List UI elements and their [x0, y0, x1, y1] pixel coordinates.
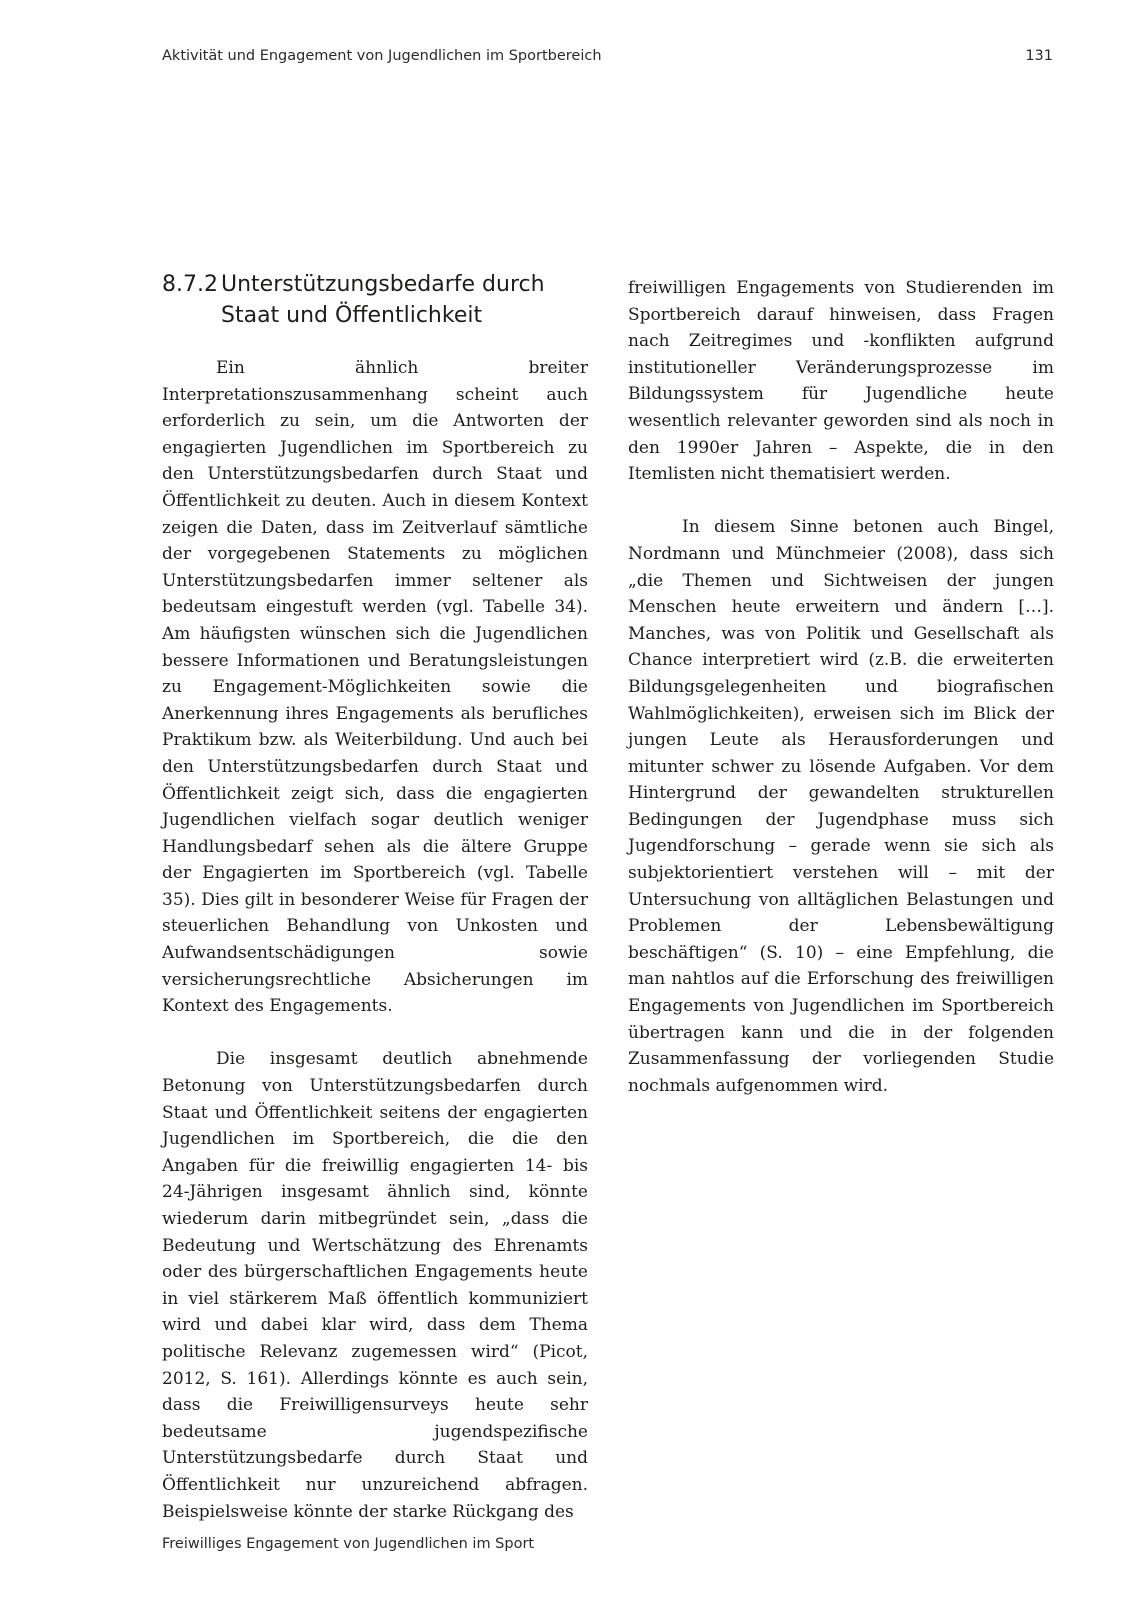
section-title-line2: Staat und Öffentlichkeit: [221, 303, 483, 328]
right-column: [628, 275, 1054, 1126]
page-number: 131: [1025, 48, 1053, 64]
section-title-line1: Unterstützungsbedarfe durch: [221, 272, 545, 297]
body-paragraph-continuation: freiwilligen Engagements von Studierenden im Sportbereich darauf hinweisen, dass Fragen nach Zeitregimes und -konflikten aufgrund institutioneller Veränderungsprozesse im Bildungssystem für Jugendliche heute wesentlich relevanter geworden sind als noch in den 1990er Jahren – Aspekte, die in den Itemlisten nicht thematisiert werden.: [628, 278, 1054, 485]
footer: Freiwilliges Engagement von Jugendlichen im Sport: [162, 1536, 535, 1552]
body-paragraph: In diesem Sinne betonen auch Bingel, Nordmann und Münchmeier (2008), dass sich „die Themen und Sichtweisen der jungen Menschen heute erweitern und ändern […]. Manches, was von Politik und Gesellschaft als Chance interpretiert wird (z.B. die erweiterten Bildungsgelegenheiten und biografischen Wahlmöglichkeiten), erweisen sich im Blick der jungen Leute als Herausforderungen und mitunter schwer zu lösende Aufgaben. Vor dem Hintergrund der gewandelten strukturellen Bedingungen der Jugendphase muss sich Jugendforschung – gerade wenn sie sich als subjektorientiert verstehen will – mit der Untersuchung von alltäglichen Belastungen und Problemen der Lebensbewältigung beschäftigen“ (S. 10) – eine Empfehlung, die man nahtlos auf die Erforschung des freiwilligen Engagements von Jugendlichen im Sportbereich übertragen kann und die in der folgenden Zusammenfassung der vorliegenden Studie nochmals aufgenommen wird.: [628, 517, 1054, 1096]
running-head: Aktivität und Engagement von Jugendlichen im Sportbereich: [162, 48, 602, 64]
left-column: [162, 269, 588, 1552]
body-paragraph: Die insgesamt deutlich abnehmende Betonung von Unterstützungsbedarfen durch Staat und Öffentlichkeit seitens der engagierten Jugendlichen im Sportbereich, die die den Angaben für die freiwillig engagierten 14- bis 24-Jährigen insgesamt ähnlich sind, könnte wiederum darin mitbegründet sein, „dass die Bedeutung und Wertschätzung des Ehrenamts oder des bürgerschaftlichen Engagements heute in viel stärkerem Maß öffentlich kommuniziert wird und dabei klar wird, dass dem Thema politische Relevanz zugemessen wird“ (Picot, 2012, S. 161). Allerdings könnte es auch sein, dass die Freiwilligensurveys heute sehr bedeutsame jugendspezifische Unterstützungsbedarfe durch Staat und Öffentlichkeit nur unzureichend abfragen. Beispielsweise könnte der starke Rückgang des: [162, 1049, 588, 1522]
section-heading: [162, 269, 588, 331]
body-paragraph: Ein ähnlich breiter Interpretationszusammenhang scheint auch erforderlich zu sein, um die Antworten der engagierten Jugendlichen im Sportbereich zu den Unterstützungsbedarfen durch Staat und Öffentlichkeit zu deuten. Auch in diesem Kontext zeigen die Daten, dass im Zeitverlauf sämtliche der vorgegebenen Statements zu möglichen Unterstützungsbedarfen immer seltener als bedeutsam eingestuft werden (vgl. Tabelle 34). Am häufigsten wünschen sich die Jugendlichen bessere Informationen und Beratungsleistungen zu Engagement-Möglichkeiten sowie die Anerkennung ihres Engagements als berufliches Praktikum bzw. als Weiterbildung. Und auch bei den Unterstützungsbedarfen durch Staat und Öffentlichkeit zeigt sich, dass die engagierten Jugendlichen vielfach sogar deutlich weniger Handlungsbedarf sehen als die ältere Gruppe der Engagierten im Sportbereich (vgl. Tabelle 35). Dies gilt in besonderer Weise für Fragen der steuerlichen Behandlung von Unkosten und Aufwandsentschädigungen sowie versicherungsrechtliche Absicherungen im Kontext des Engagements.: [162, 358, 588, 1017]
section-number: 8.7.2: [162, 272, 218, 297]
